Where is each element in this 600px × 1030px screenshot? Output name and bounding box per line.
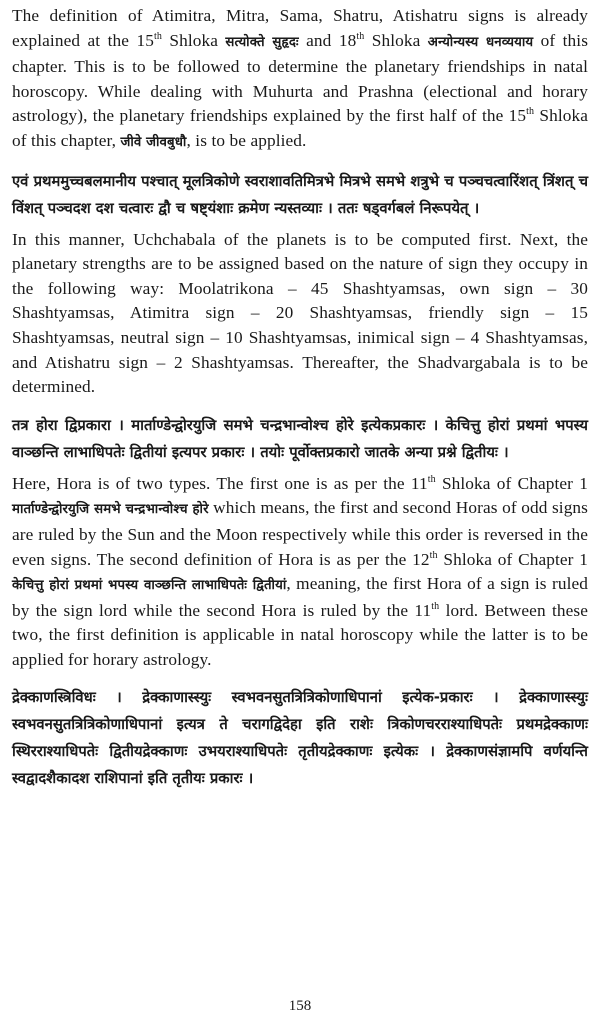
page-number: 158 [288,998,312,1014]
paragraph-friendship-definitions: The definition of Atimitra, Mitra, Sama, Shatru, Atishatru signs is already explained at the 15th Shloka सत्योक्ते सुहृदः and 18th Shloka अन्योन्यस्य धनव्ययाय of this chapter. This is to be followed to determine the planetary friendships in natal horoscopy. While dealing with Muhurta and Prashna (electional and horary astrology), the planetary friendships explained by the first half of the 15th Shloka of this chapter, जीवे जीवबुधौ, is to be applied. [12,6,589,150]
paragraph-hora: Here, Hora is of two types. The first one is as per the 11th Shloka of Chapter 1 मार्ताण्डेन्द्वोरयुजि समभे चन्द्रभान्वोश्च होरे which means, the first and second Horas of odd signs are ruled by the Sun and the Moon respectively while this order is reversed in the even signs. The second definition of Hora is as per the 12th Shloka of Chapter 1 केचित्तु होरां प्रथमां भपस्य वाञ्छन्ति लाभाधिपतेः द्वितीयां, meaning, the first Hora of a sign is ruled by the sign lord while the second Hora is ruled by the 11th lord. Between these two, the first definition is applicable in natal horoscopy while the latter is to be applied for horary astrology. [12,473,589,669]
sanskrit-verse-uchchabala: एवं प्रथममुच्चबलमानीय पश्चात् मूलत्रिकोणे स्वराशावतिमित्रभे मित्रभे समभे शत्रुभे च पञ्चचत्वारिंशत् त्रिंशत् च विंशत् पञ्चदश दश चत्वारः द्वौ च षष्ट्यंशाः क्रमेण न्यस्तव्याः । ततः षड्वर्गबलं निरूपयेत् । [12,172,588,217]
sanskrit-verse-hora: तत्र होरा द्विप्रकारा । मार्ताण्डेन्द्वोरयुजि समभे चन्द्रभान्वोश्च होरे इत्येकप्रकारः । केचित्तु होरां प्रथमां भपस्य वाञ्छन्ति लाभाधिपतेः द्वितीयां इत्यपर प्रकारः । तयोः पूर्वोक्तप्रकारो जातके अन्या प्रश्ने द्वितीयः । [12,416,588,461]
sanskrit-verse-drekkana: द्रेक्काणस्त्रिविधः । द्रेक्काणास्स्युः स्वभवनसुतत्रित्रिकोणाधिपानां इत्येक-प्रकारः । द्रेक्काणास्स्युः स्वभवनसुतत्रित्रिकोणाधिपानां इत्यत्र ते चरागद्विदेहा इति राशेः त्रिकोणचरराश्याधिपतेः प्रथमद्रेक्काणः स्थिरराश्याधिपतेः द्वितीयद्रेक्काणः उभयराश्याधिपतेः तृतीयद्रेक्काणः इत्येकः । द्रेक्काणसंज्ञामपि वर्णयन्ति स्वद्वादशैकादश राशिपानां इति तृतीयः प्रकारः । [12,689,588,788]
sanskrit-quote: सत्योक्ते सुहृदः [225,34,299,50]
document-page [12,4,588,798]
sanskrit-quote: केचित्तु होरां प्रथमां भपस्य वाञ्छन्ति लाभाधिपतेः द्वितीयां [12,578,287,594]
paragraph-uchchabala: In this manner, Uchchabala of the planets is to be computed first. Next, the planetary strengths are to be assigned based on the nature of sign they occupy in the following way: Moolatrikona – 45 Shashtyamsas, own sign – 30 Shashtyamsas, Atimitra sign – 20 Shashtyamsas, friendly sign – 15 Shashtyamsas, neutral sign – 10 Shashtyamsas, inimical sign – 4 Shashtyamsas, and Atishatru sign – 2 Shashtyamsas. Thereafter, the Shadvargabala is to be determined. [12,229,588,397]
sanskrit-quote: जीवे जीवबुधौ [120,134,187,150]
sanskrit-quote: अन्योन्यस्य धनव्ययाय [427,34,534,50]
sanskrit-quote: मार्ताण्डेन्द्वोरयुजि समभे चन्द्रभान्वोश्च होरे [12,502,209,518]
